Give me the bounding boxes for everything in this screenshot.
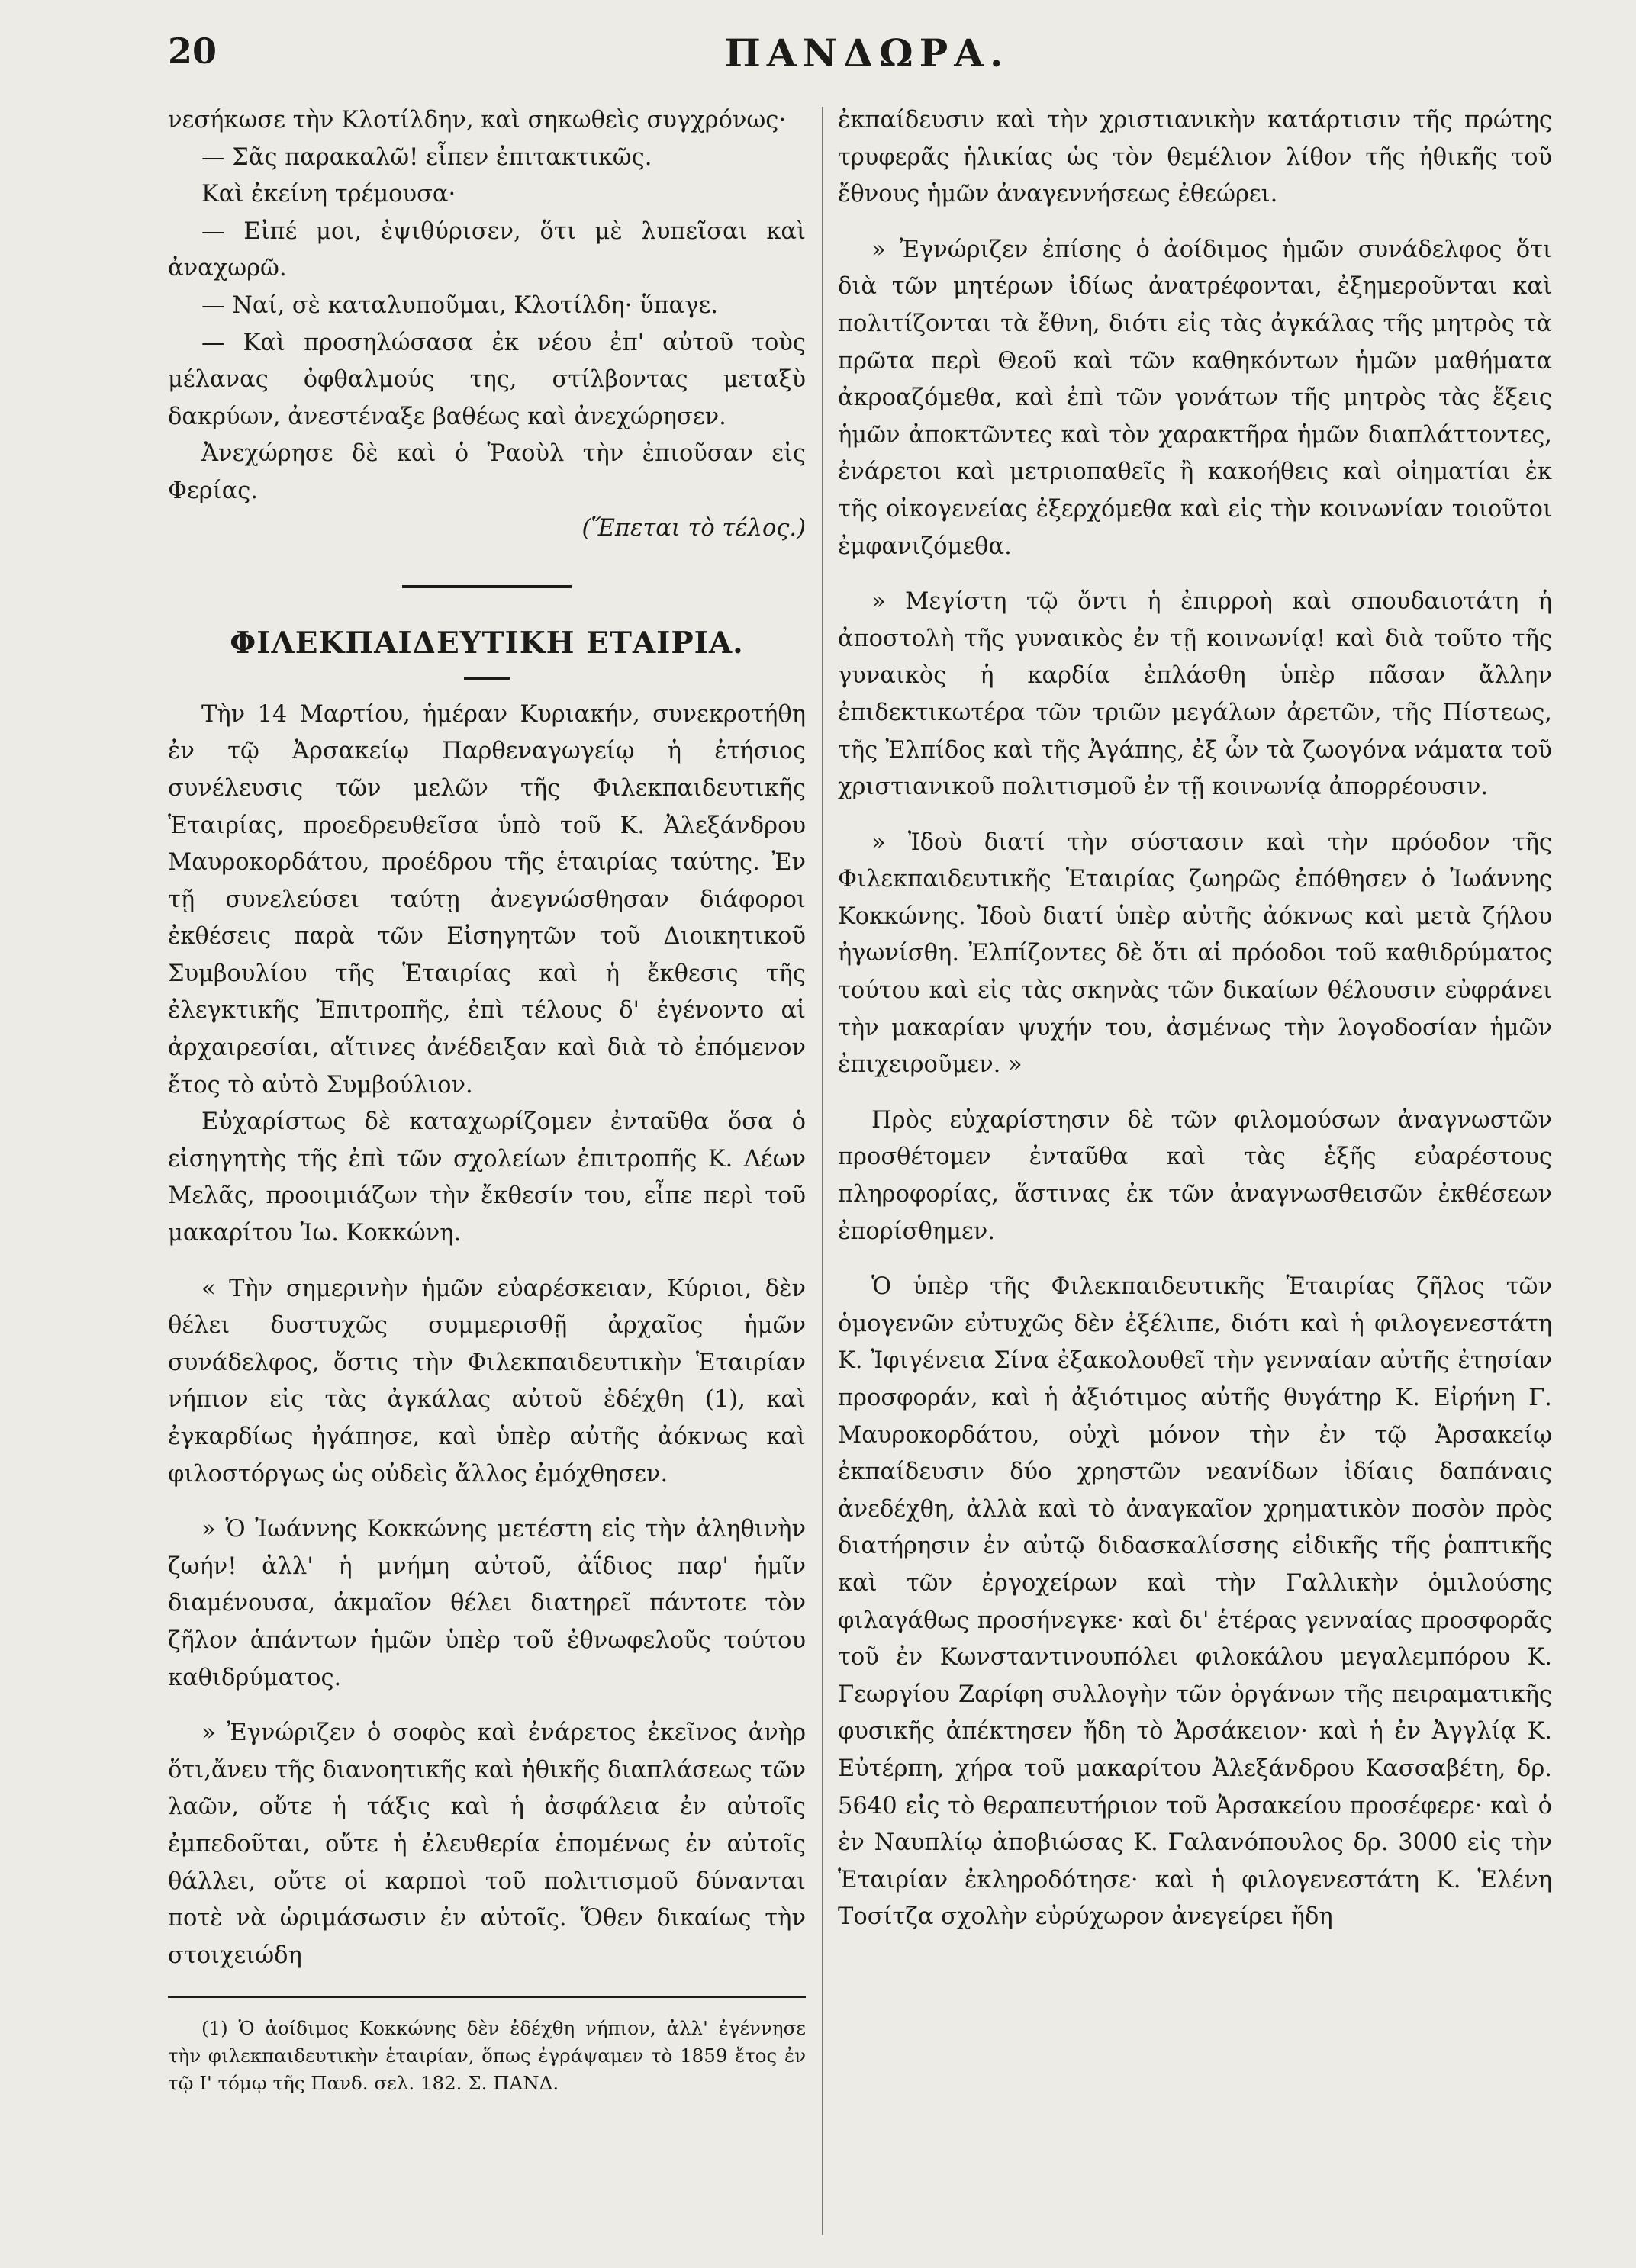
paragraph: » Ἐγνώριζεν ὁ σοφὸς καὶ ἐνάρετος ἐκεῖνος ἀνὴρ ὅτι,ἄνευ τῆς διανοητικῆς καὶ ἠθικῆς διαπλάσεως τῶν λαῶν, οὔτε ἡ τάξις καὶ ἡ ἀσφάλεια ἐν αὐτοῖς ἐμπεδοῦται, οὔτε ἡ ἐλευθερία ἑπομένως ἐν αὐτοῖς θάλλει, οὔτε οἱ καρποὶ τοῦ πολιτισμοῦ δύνανται ποτὲ νὰ ὡριμάσωσιν ἐν αὐτοῖς. Ὅθεν δικαίως τὴν στοιχειώδη bbox=[168, 1719, 806, 1969]
paragraph: Ὁ ὑπὲρ τῆς Φιλεκπαιδευτικῆς Ἑταιρίας ζῆλος τῶν ὁμογενῶν εὐτυχῶς δὲν ἐξέλιπε, διότι καὶ ἡ φιλογενεστάτη Κ. Ἰφιγένεια Σίνα ἐξακολουθεῖ τὴν γενναίαν αὐτῆς ἐτησίαν προσφοράν, καὶ ἡ ἀξιότιμος αὐτῆς θυγάτηρ Κ. Εἰρήνη Γ. Μαυροκορδάτου, οὐχὶ μόνον τὴν ἐν τῷ Ἀρσακείῳ ἐκπαίδευσιν δύο χρηστῶν νεανίδων ἰδίαις δαπάναις ἀνεδέχθη, ἀλλὰ καὶ τὸ ἀναγκαῖον χρηματικὸν ποσὸν πρὸς διατήρησιν ἐν αὐτῷ διδασκαλίσσης εἰδικῆς τῆς ῥαπτικῆς καὶ τῶν ἐργοχείρων καὶ τὴν Γαλλικὴν ὁμιλούσης φιλαγάθως προσήνεγκε· καὶ δι' ἑτέρας γενναίας προσφορᾶς τοῦ ἐν Κωνσταντινουπόλει φιλοκάλου μεγαλεμπόρου Κ. Γεωργίου Ζαρίφη συλλογὴν τῶν ὀργάνων τῆς πειραματικῆς φυσικῆς ἀπέκτησεν ἤδη τὸ Ἀρσάκειον· καὶ ἡ ἐν Ἀγγλίᾳ Κ. Εὐτέρπη, χήρα τοῦ μακαρίτου Ἀλεξάνδρου Κασσαβέτη, δρ. 5640 εἰς τὸ θεραπευτήριον τοῦ Ἀρσακείου προσέφερε· καὶ ὁ ἐν Ναυπλίῳ ἀποβιώσας Κ. Γαλανόπουλος δρ. 3000 εἰς τὴν Ἑταιρίαν ἐκληροδότησε· καὶ ἡ φιλογενεστάτη Κ. Ἑλένη Τοσίτζα σχολὴν εὐρύχωρον ἀνεγείρει ἤδη bbox=[838, 1273, 1552, 1931]
footnote-rule bbox=[168, 1996, 806, 1998]
paragraph: Καὶ ἐκείνη τρέμουσα· bbox=[201, 181, 456, 208]
section-divider bbox=[402, 585, 572, 588]
paragraph: — Σᾶς παρακαλῶ! εἶπεν ἐπιτακτικῶς. bbox=[201, 143, 652, 171]
paragraph: » Ἰδοὺ διατί τὴν σύστασιν καὶ τὴν πρόοδον τῆς Φιλεκπαιδευτικῆς Ἑταιρίας ζωηρῶς ἐπόθησεν ὁ Ἰωάννης Κοκκώνης. Ἰδοὺ διατί ὑπὲρ αὐτῆς ἀόκνως καὶ μετὰ ζήλου ἠγωνίσθη. Ἐλπίζοντες δὲ ὅτι αἱ πρόοδοι τοῦ καθιδρύματος τούτου καὶ εἰς τὰς σκηνὰς τῶν δικαίων θέλουσιν εὐφράνει τὴν μακαρίαν ψυχήν του, ἀσμένως τὴν λογοδοσίαν ἡμῶν ἐπιχειροῦμεν. » bbox=[838, 828, 1552, 1079]
journal-title: ΠΑΝΔΩΡΑ. bbox=[724, 31, 1010, 76]
title-rule bbox=[464, 677, 510, 680]
running-header bbox=[168, 31, 1566, 92]
section-title: ΦΙΛΕΚΠΑΙΔΕΥΤΙΚΗ ΕΤΑΙΡΙΑ. bbox=[230, 626, 744, 661]
paragraph: ἐκπαίδευσιν καὶ τὴν χριστιανικὴν κατάρτισιν τῆς πρώτης τρυφερᾶς ἡλικίας ὡς τὸν θεμέλιον λίθον τῆς ἠθικῆς τοῦ ἔθνους ἡμῶν ἀναγεννήσεως ἐθεώρει. bbox=[838, 107, 1552, 208]
paragraph: — Εἰπέ μοι, ἐψιθύρισεν, ὅτι μὲ λυπεῖσαι καὶ ἀναχωρῶ. bbox=[168, 217, 806, 282]
paragraph: » Ὁ Ἰωάννης Κοκκώνης μετέστη εἰς τὴν ἀληθινὴν ζωήν! ἀλλ' ἡ μνήμη αὐτοῦ, ἀΐδιος παρ' ἡμῖν διαμένουσα, ἀκμαῖον θέλει διατηρεῖ πάντοτε τὸν ζῆλον ἁπάντων ἡμῶν ὑπὲρ τοῦ ἐθνωφελοῦς τούτου καθιδρύματος. bbox=[168, 1516, 806, 1691]
left-column bbox=[168, 102, 806, 2097]
paragraph: Ἀνεχώρησε δὲ καὶ ὁ Ῥαοὺλ τὴν ἐπιοῦσαν εἰς Φερίας. bbox=[168, 440, 806, 504]
footnote: (1) Ὁ ἀοίδιμος Κοκκώνης δὲν ἐδέχθη νήπιον, ἀλλ' ἐγέννησε τὴν φιλεκπαιδευτικὴν ἑταιρίαν, ὅπως ἐγράψαμεν τὸ 1859 ἔτος ἐν τῷ Ι' τόμῳ τῆς Πανδ. σελ. 182. Σ. ΠΑΝΔ. bbox=[168, 2017, 806, 2095]
paragraph: — Ναί, σὲ καταλυποῦμαι, Κλοτίλδη· ὕπαγε. bbox=[201, 291, 719, 319]
paragraph: Τὴν 14 Μαρτίου, ἡμέραν Κυριακήν, συνεκροτήθη ἐν τῷ Ἀρσακείῳ Παρθεναγωγείῳ ἡ ἐτήσιος συνέλευσις τῶν μελῶν τῆς Φιλεκπαιδευτικῆς Ἑταιρίας, προεδρευθεῖσα ὑπὸ τοῦ Κ. Ἀλεξάνδρου Μαυροκορδάτου, προέδρου τῆς ἑταιρίας ταύτης. Ἐν τῇ συνελεύσει ταύτῃ ἀνεγνώσθησαν διάφοροι ἐκθέσεις παρὰ τῶν Εἰσηγητῶν τοῦ Διοικητικοῦ Συμβουλίου τῆς Ἑταιρίας καὶ ἡ ἔκθεσις τῆς ἐλεγκτικῆς Ἐπιτροπῆς, ἐπὶ τέλους δ' ἐγένοντο αἱ ἀρχαιρεσίαι, αἵτινες ἀνέδειξαν καὶ διὰ τὸ ἐπόμενον ἔτος τὸ αὐτὸ Συμβούλιον. bbox=[168, 700, 806, 1099]
paragraph: — Καὶ προσηλώσασα ἐκ νέου ἐπ' αὐτοῦ τοὺς μέλανας ὀφθαλμούς της, στίλβοντας μεταξὺ δακρύων, ἀνεστέναξε βαθέως καὶ ἀνεχώρησεν. bbox=[168, 329, 806, 430]
paragraph: » Μεγίστη τῷ ὄντι ἡ ἐπιρροὴ καὶ σπουδαιοτάτη ἡ ἀποστολὴ τῆς γυναικὸς ἐν τῇ κοινωνίᾳ! καὶ διὰ τοῦτο τῆς γυναικὸς ἡ καρδία ἐπλάσθη ὑπὲρ πᾶσαν ἄλλην ἐπιδεκτικωτέρα τῶν τριῶν μεγάλων ἀρετῶν, τῆς Πίστεως, τῆς Ἐλπίδος καὶ τῆς Ἀγάπης, ἐξ ὧν τὰ ζωογόνα νάματα τοῦ χριστιανικοῦ πολιτισμοῦ ἐν τῇ κοινωνίᾳ ἀπορρέουσιν. bbox=[838, 588, 1552, 801]
continuation-note: (Ἕπεται τὸ τέλος.) bbox=[581, 514, 806, 542]
page-number: 20 bbox=[168, 31, 217, 72]
paragraph: » Ἐγνώριζεν ἐπίσης ὁ ἀοίδιμος ἡμῶν συνάδελφος ὅτι διὰ τῶν μητέρων ἰδίως ἀνατρέφονται, ἐξημεροῦνται καὶ πολιτίζονται τὰ ἔθνη, διότι εἰς τὰς ἀγκάλας τῆς μητρὸς τὰ πρῶτα περὶ Θεοῦ καὶ τῶν καθηκόντων ἡμῶν μαθήματα ἀκροαζόμεθα, καὶ ἐπὶ τῶν γονάτων τῆς μητρὸς τὰς ἕξεις ἡμῶν ἀποκτῶντες καὶ τὸν χαρακτῆρα ἡμῶν διαπλάττοντες, ἐνάρετοι καὶ μετριοπαθεῖς ἢ κακοήθεις καὶ οἰηματίαι ἐκ τῆς οἰκογενείας ἐξερχόμεθα καὶ εἰς τὴν κοινωνίαν τοιοῦτοι ἐμφανιζόμεθα. bbox=[838, 236, 1552, 560]
paragraph: « Τὴν σημερινὴν ἡμῶν εὐαρέσκειαν, Κύριοι, δὲν θέλει δυστυχῶς συμμερισθῇ ἀρχαῖος ἡμῶν συνάδελφος, ὅστις τὴν Φιλεκπαιδευτικὴν Ἑταιρίαν νήπιον εἰς τὰς ἀγκάλας αὐτοῦ ἐδέχθη (1), καὶ ἐγκαρδίως ἠγάπησε, καὶ ὑπὲρ αὐτῆς ἀόκνως καὶ φιλοστόργως ὡς οὐδεὶς ἄλλος ἐμόχθησεν. bbox=[168, 1275, 806, 1488]
column-divider bbox=[822, 107, 823, 2235]
right-column bbox=[838, 102, 1552, 1936]
paragraph: Πρὸς εὐχαρίστησιν δὲ τῶν φιλομούσων ἀναγνωστῶν προσθέτομεν ἐνταῦθα καὶ τὰς ἑξῆς εὐαρέστους πληροφορίας, ἅστινας ἐκ τῶν ἀναγνωσθεισῶν ἐκθέσεων ἐπορίσθημεν. bbox=[838, 1106, 1552, 1245]
paragraph: νεσήκωσε τὴν Κλοτίλδην, καὶ σηκωθεὶς συγχρόνως· bbox=[168, 107, 787, 134]
paragraph: Εὐχαρίστως δὲ καταχωρίζομεν ἐνταῦθα ὅσα ὁ εἰσηγητὴς τῆς ἐπὶ τῶν σχολείων ἐπιτροπῆς Κ. Λέων Μελᾶς, προοιμιάζων τὴν ἔκθεσίν του, εἶπε περὶ τοῦ μακαρίτου Ἰω. Κοκκώνη. bbox=[168, 1108, 806, 1247]
